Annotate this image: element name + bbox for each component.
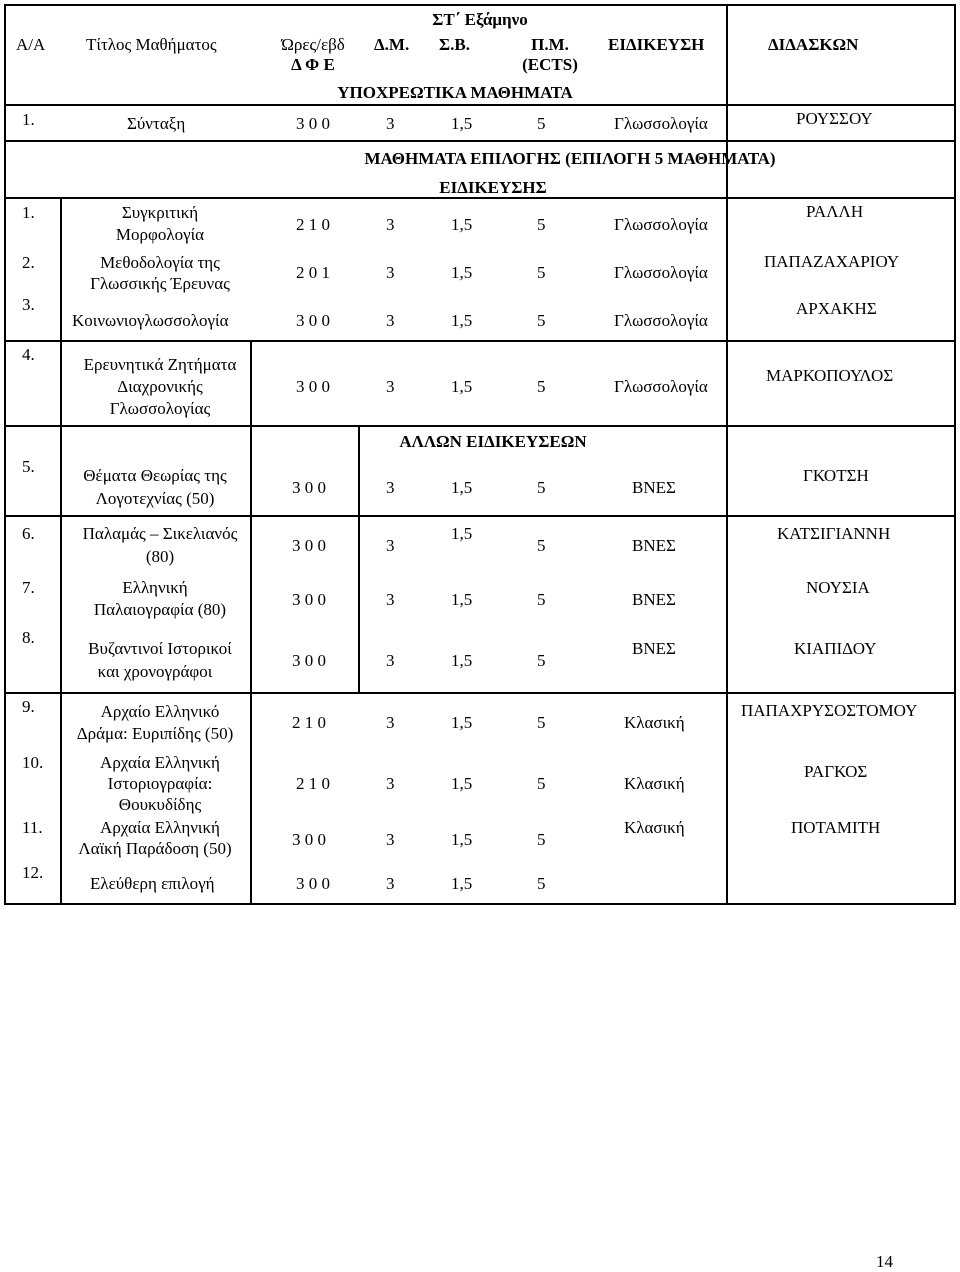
dm-value: 3 bbox=[386, 651, 395, 670]
course-title: Παλαμάς – Σικελιανός bbox=[82, 524, 238, 543]
row-number: 2. bbox=[22, 253, 35, 272]
course-title: Λαϊκή Παράδοση (50) bbox=[78, 839, 232, 858]
table-rule bbox=[4, 692, 956, 694]
ects-value: 5 bbox=[537, 114, 546, 133]
row-number: 5. bbox=[22, 457, 35, 476]
hours: 2 1 0 bbox=[296, 215, 330, 234]
sv-value: 1,5 bbox=[451, 478, 473, 497]
row-number: 4. bbox=[22, 345, 35, 364]
course-title: Διαχρονικής bbox=[117, 377, 203, 396]
ects-value: 5 bbox=[537, 536, 546, 555]
dm-value: 3 bbox=[386, 478, 395, 497]
row-number: 1. bbox=[22, 110, 35, 129]
table-left-border bbox=[4, 4, 6, 905]
dm-value: 3 bbox=[386, 536, 395, 555]
sv-value: 1,5 bbox=[451, 114, 473, 133]
course-title: Αρχαία Ελληνική bbox=[100, 818, 220, 837]
course-title: Σύνταξη bbox=[127, 114, 186, 133]
ects-value: 5 bbox=[537, 311, 546, 330]
specialization: Κλασική bbox=[624, 818, 685, 837]
teacher: ΜΑΡΚΟΠΟΥΛΟΣ bbox=[766, 366, 894, 385]
ects-value: 5 bbox=[537, 590, 546, 609]
row-number: 8. bbox=[22, 628, 35, 647]
header-specialization: ΕΙΔΙΚΕΥΣΗ bbox=[608, 35, 705, 54]
course-title: Βυζαντινοί Ιστορικοί bbox=[88, 639, 232, 658]
teacher: ΡΑΛΛΗ bbox=[806, 202, 864, 221]
course-title: (80) bbox=[145, 547, 175, 566]
course-title: και χρονογράφοι bbox=[97, 662, 213, 681]
table-rule bbox=[4, 140, 956, 142]
specialization: Κλασική bbox=[624, 713, 685, 732]
specialization: Γλωσσολογία bbox=[614, 215, 708, 234]
course-title: Παλαιογραφία (80) bbox=[93, 600, 227, 619]
header-ects: (ECTS) bbox=[522, 55, 578, 74]
hours: 3 0 0 bbox=[292, 536, 326, 555]
table-rule bbox=[4, 340, 956, 342]
semester-title: ΣΤ΄ Εξάμηνο bbox=[432, 10, 528, 29]
specialization: Κλασική bbox=[624, 774, 685, 793]
ects-value: 5 bbox=[537, 263, 546, 282]
column-divider bbox=[726, 4, 728, 903]
specialization: ΒΝΕΣ bbox=[632, 478, 676, 497]
course-title: Μεθοδολογία της bbox=[100, 253, 220, 272]
course-title: Θέματα Θεωρίας της bbox=[83, 466, 227, 485]
table-bottom-border bbox=[4, 903, 956, 905]
table-top-border bbox=[4, 4, 956, 6]
hours: 3 0 0 bbox=[296, 874, 330, 893]
table-rule bbox=[4, 104, 956, 106]
dm-value: 3 bbox=[386, 377, 395, 396]
row-number: 11. bbox=[22, 818, 43, 837]
header-aa: Α/Α bbox=[16, 35, 46, 54]
dm-value: 3 bbox=[386, 713, 395, 732]
hours: 3 0 0 bbox=[292, 478, 326, 497]
ects-value: 5 bbox=[537, 830, 546, 849]
teacher: ΑΡΧΑΚΗΣ bbox=[796, 299, 877, 318]
column-divider bbox=[358, 425, 360, 692]
header-dm: Δ.Μ. bbox=[374, 35, 410, 54]
row-number: 3. bbox=[22, 295, 35, 314]
dm-value: 3 bbox=[386, 774, 395, 793]
sv-value: 1,5 bbox=[451, 377, 473, 396]
ects-value: 5 bbox=[537, 874, 546, 893]
hours: 3 0 0 bbox=[296, 311, 330, 330]
course-title: Κοινωνιογλωσσολογία bbox=[72, 311, 229, 330]
specialization: ΒΝΕΣ bbox=[632, 590, 676, 609]
hours: 3 0 0 bbox=[296, 114, 330, 133]
specialization: Γλωσσολογία bbox=[614, 311, 708, 330]
dm-value: 3 bbox=[386, 590, 395, 609]
table-rule bbox=[4, 515, 956, 517]
sv-value: 1,5 bbox=[451, 263, 473, 282]
hours: 2 1 0 bbox=[292, 713, 326, 732]
row-number: 6. bbox=[22, 524, 35, 543]
specialization: Γλωσσολογία bbox=[614, 263, 708, 282]
hours: 2 0 1 bbox=[296, 263, 330, 282]
hours: 3 0 0 bbox=[292, 651, 326, 670]
teacher: ΡΟΥΣΣΟΥ bbox=[796, 109, 873, 128]
dm-value: 3 bbox=[386, 263, 395, 282]
ects-value: 5 bbox=[537, 774, 546, 793]
course-title: Αρχαία Ελληνική bbox=[100, 753, 220, 772]
teacher: ΠΑΠΑΧΡΥΣΟΣΤΟΜΟΥ bbox=[741, 701, 918, 720]
header-hours-split: Δ Φ Ε bbox=[291, 55, 335, 74]
hours: 3 0 0 bbox=[292, 590, 326, 609]
teacher: ΚΙΑΠΙΔΟΥ bbox=[794, 639, 877, 658]
hours: 3 0 0 bbox=[292, 830, 326, 849]
course-title: Μορφολογία bbox=[115, 225, 205, 244]
sv-value: 1,5 bbox=[451, 215, 473, 234]
ects-value: 5 bbox=[537, 478, 546, 497]
course-title: Συγκριτική bbox=[121, 203, 199, 222]
row-number: 10. bbox=[22, 753, 44, 772]
ects-value: 5 bbox=[537, 713, 546, 732]
section-mandatory: ΥΠΟΧΡΕΩΤΙΚΑ ΜΑΘΗΜΑΤΑ bbox=[337, 83, 573, 102]
header-course-title: Τίτλος Μαθήματος bbox=[86, 35, 217, 54]
table-rule bbox=[4, 425, 956, 427]
dm-value: 3 bbox=[386, 311, 395, 330]
course-title: Θουκυδίδης bbox=[118, 795, 202, 814]
specialization: ΒΝΕΣ bbox=[632, 639, 676, 658]
course-title: Ερευνητικά Ζητήματα bbox=[83, 355, 237, 374]
sv-value: 1,5 bbox=[451, 311, 473, 330]
section-specialization: ΕΙΔΙΚΕΥΣΗΣ bbox=[439, 178, 547, 197]
teacher: ΝΟΥΣΙΑ bbox=[806, 578, 870, 597]
course-title: Ελεύθερη επιλογή bbox=[90, 874, 215, 893]
header-hours: Ώρες/εβδ bbox=[281, 35, 345, 54]
ects-value: 5 bbox=[537, 377, 546, 396]
course-title: Ελληνική bbox=[122, 578, 188, 597]
hours: 3 0 0 bbox=[296, 377, 330, 396]
specialization: Γλωσσολογία bbox=[614, 114, 708, 133]
header-pm: Π.Μ. bbox=[531, 35, 569, 54]
teacher: ΠΟΤΑΜΙΤΗ bbox=[791, 818, 881, 837]
table-right-border bbox=[954, 4, 956, 905]
sv-value: 1,5 bbox=[451, 830, 473, 849]
row-number: 12. bbox=[22, 863, 44, 882]
ects-value: 5 bbox=[537, 651, 546, 670]
header-sv: Σ.Β. bbox=[439, 35, 470, 54]
dm-value: 3 bbox=[386, 215, 395, 234]
course-title: Δράμα: Ευριπίδης (50) bbox=[76, 724, 234, 743]
course-title: Γλωσσολογίας bbox=[109, 399, 211, 418]
sv-value: 1,5 bbox=[451, 874, 473, 893]
teacher: ΡΑΓΚΟΣ bbox=[804, 762, 868, 781]
sv-value: 1,5 bbox=[451, 774, 473, 793]
dm-value: 3 bbox=[386, 874, 395, 893]
course-title: Ιστοριογραφία: bbox=[107, 774, 213, 793]
row-number: 9. bbox=[22, 697, 35, 716]
ects-value: 5 bbox=[537, 215, 546, 234]
sv-value: 1,5 bbox=[451, 590, 473, 609]
sv-value: 1,5 bbox=[451, 713, 473, 732]
page-number: 14 bbox=[876, 1252, 893, 1271]
course-title: Αρχαίο Ελληνικό bbox=[100, 702, 220, 721]
section-elective: ΜΑΘΗΜΑΤΑ ΕΠΙΛΟΓΗΣ (ΕΠΙΛΟΓΗ 5 ΜΑΘΗΜΑΤΑ) bbox=[364, 149, 776, 168]
sv-value: 1,5 bbox=[451, 524, 473, 543]
sv-value: 1,5 bbox=[451, 651, 473, 670]
dm-value: 3 bbox=[386, 830, 395, 849]
teacher: ΠΑΠΑΖΑΧΑΡΙΟΥ bbox=[764, 252, 900, 271]
course-title: Λογοτεχνίας (50) bbox=[95, 489, 215, 508]
specialization: ΒΝΕΣ bbox=[632, 536, 676, 555]
hours: 2 1 0 bbox=[296, 774, 330, 793]
row-number: 7. bbox=[22, 578, 35, 597]
teacher: ΓΚΟΤΣΗ bbox=[803, 466, 869, 485]
header-teacher: ΔΙΔΑΣΚΩΝ bbox=[768, 35, 859, 54]
section-other-specializations: ΑΛΛΩΝ ΕΙΔΙΚΕΥΣΕΩΝ bbox=[399, 432, 587, 451]
course-title: Γλωσσικής Έρευνας bbox=[90, 274, 230, 293]
specialization: Γλωσσολογία bbox=[614, 377, 708, 396]
dm-value: 3 bbox=[386, 114, 395, 133]
row-number: 1. bbox=[22, 203, 35, 222]
teacher: ΚΑΤΣΙΓΙΑΝΝΗ bbox=[777, 524, 891, 543]
